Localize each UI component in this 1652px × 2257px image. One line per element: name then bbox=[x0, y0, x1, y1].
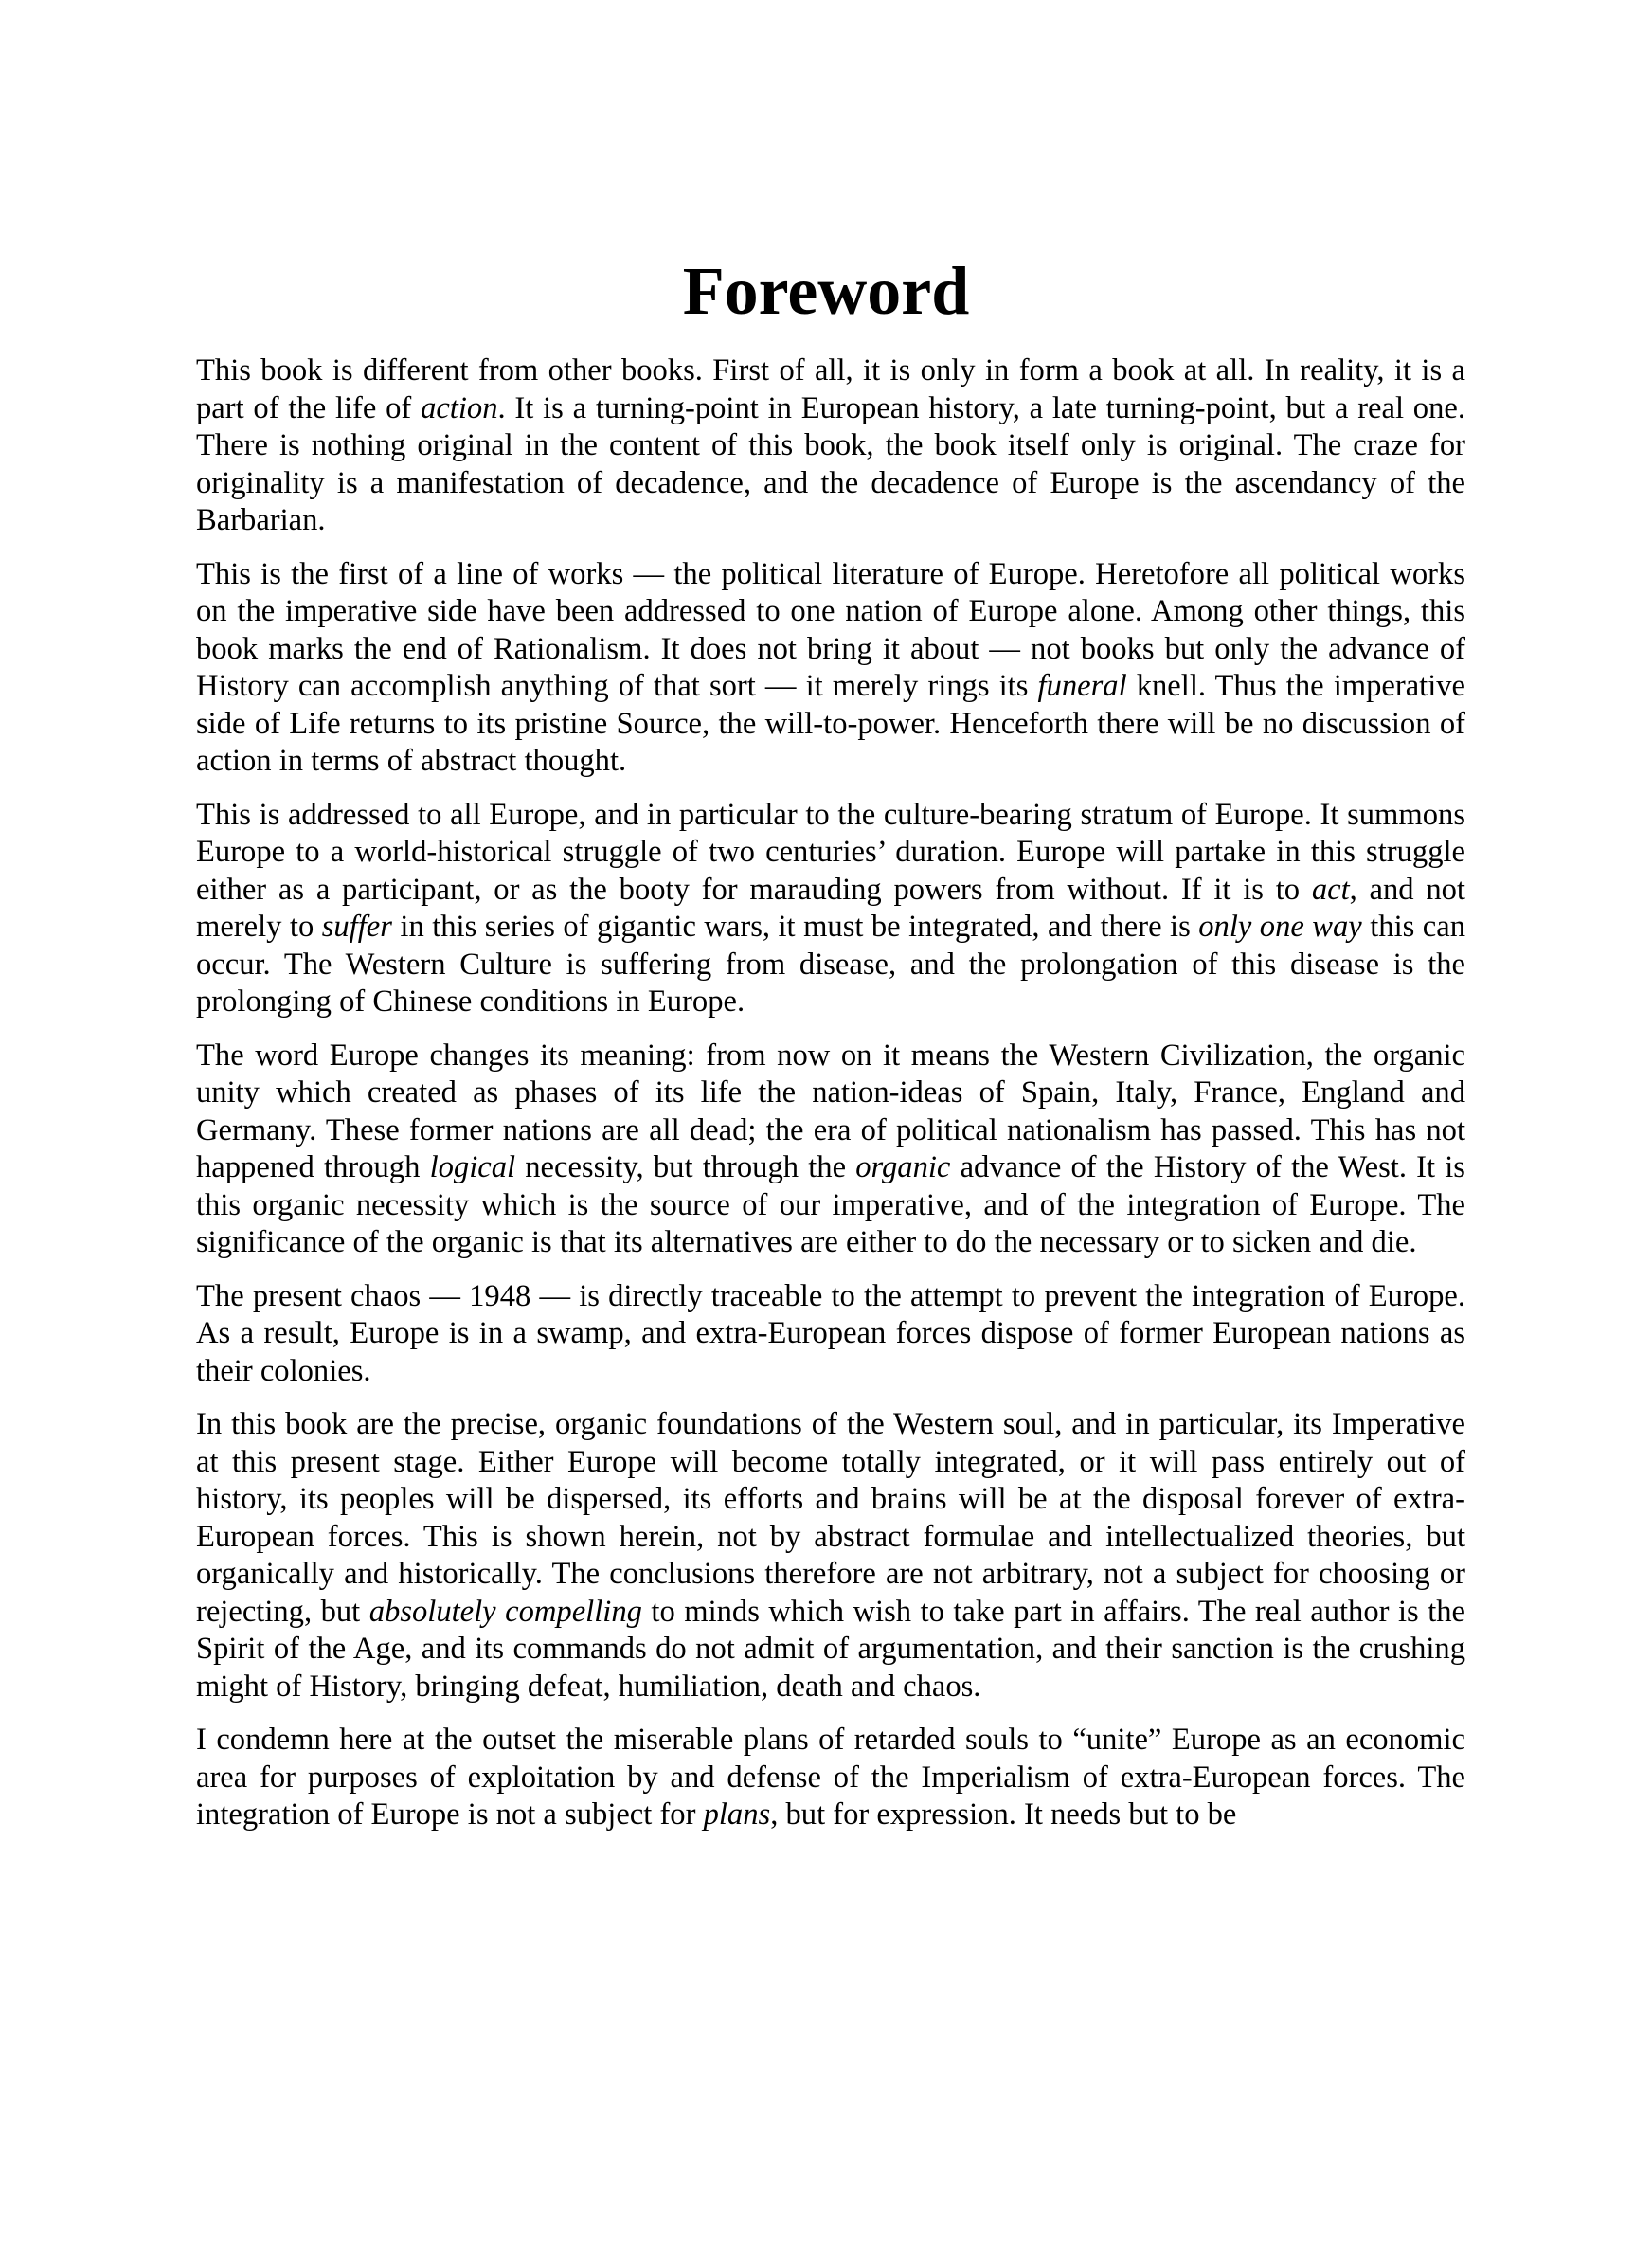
text-segment: , but for expression. It needs but to be bbox=[770, 1797, 1237, 1832]
text-segment: to minds which wish to take part in affairs. The real author is the Spirit of the Age, and its commands do not admit of argumentation, and their sanction is the crushing might of History, bringing defeat, humiliation, death and chaos. bbox=[196, 1594, 1465, 1704]
text-segment: The present chaos — 1948 — is directly traceable to the attempt to prevent the integration of Europe. As a result, Europe is in a swamp, and extra-European forces dispose of former European nations as their colonies. bbox=[196, 1278, 1465, 1388]
italic-text: plans bbox=[703, 1797, 771, 1832]
paragraph bbox=[196, 1722, 1465, 1834]
italic-text: absolutely compelling bbox=[368, 1594, 642, 1629]
italic-text: logical bbox=[429, 1150, 516, 1184]
italic-text: only one way bbox=[1198, 910, 1362, 944]
body-text bbox=[196, 352, 1465, 1834]
text-segment: this can occur. The Western Culture is suffering from disease, and the prolongation of this disease is the prolonging of Chinese conditions in Europe. bbox=[196, 910, 1465, 1019]
italic-text: action bbox=[421, 390, 498, 425]
italic-text: organic bbox=[855, 1150, 951, 1184]
paragraph bbox=[196, 352, 1465, 540]
paragraph bbox=[196, 797, 1465, 1021]
text-segment: In this book are the precise, organic foundations of the Western soul, and in particular, its Imperative at this present stage. Either Europe will become totally integrated, or it will pass entirely out of history, its peoples will be dispersed, its efforts and brains will be at the disposal forever of extra-European forces. This is shown herein, not by abstract formulae and intellectualized theories, but organically and historically. The conclusions therefore are not arbitrary, not a subject for choosing or rejecting, but bbox=[196, 1407, 1465, 1629]
text-segment: I condemn here at the outset the miserable plans of retarded souls to “unite” Europe as an economic area for purposes of exploitation by and defense of the Imperialism of extra-European forces. The integration of Europe is not a subject for bbox=[196, 1723, 1465, 1832]
text-segment: , and not merely to bbox=[196, 872, 1465, 944]
paragraph bbox=[196, 1406, 1465, 1706]
italic-text: act bbox=[1311, 872, 1350, 907]
text-segment: . It is a turning-point in European history, a late turning-point, but a real one. There is nothing original in the content of this book, the book itself only is original. The craze for originality is a manifestation of decadence, and the decadence of Europe is the ascendancy of the Barbarian. bbox=[196, 390, 1465, 537]
text-segment: The word Europe changes its meaning: from now on it means the Western Civilization, the organic unity which created as phases of its life the nation-ideas of Spain, Italy, France, England and Germany. These former nations are all dead; the era of political nationalism has passed. This has not happened through bbox=[196, 1038, 1465, 1184]
text-segment: in this series of gigantic wars, it must be integrated, and there is bbox=[391, 910, 1199, 944]
italic-text: suffer bbox=[321, 910, 392, 944]
paragraph bbox=[196, 1278, 1465, 1391]
paragraph bbox=[196, 556, 1465, 781]
page-title: Foreword bbox=[682, 253, 970, 329]
text-segment: necessity, but through the bbox=[515, 1150, 856, 1184]
text-segment: advance of the History of the West. It is this organic necessity which is the source of our imperative, and of the integration of Europe. The significance of the organic is that its alternatives are either to do the necessary or to sicken and die. bbox=[196, 1150, 1465, 1259]
italic-text: funeral bbox=[1037, 669, 1127, 703]
text-segment: This book is different from other books. First of all, it is only in form a book at all. In reality, it is a part of the life of bbox=[196, 353, 1465, 425]
text-segment: This is addressed to all Europe, and in particular to the culture-bearing stratum of Europe. It summons Europe to a world-historical struggle of two centuries’ duration. Europe will partake in this struggle either as a participant, or as the booty for marauding powers from without. If it is to bbox=[196, 797, 1465, 907]
paragraph bbox=[196, 1038, 1465, 1262]
text-segment: knell. Thus the imperative side of Life returns to its pristine Source, the will-to-power. Henceforth there will be no discussion of action in terms of abstract thought. bbox=[196, 669, 1465, 778]
text-segment: This is the first of a line of works — the political literature of Europe. Heretofore all political works on the imperative side have been addressed to one nation of Europe alone. Among other things, this book marks the end of Rationalism. It does not bring it about — not books but only the advance of History can accomplish anything of that sort — it merely rings its bbox=[196, 556, 1465, 703]
